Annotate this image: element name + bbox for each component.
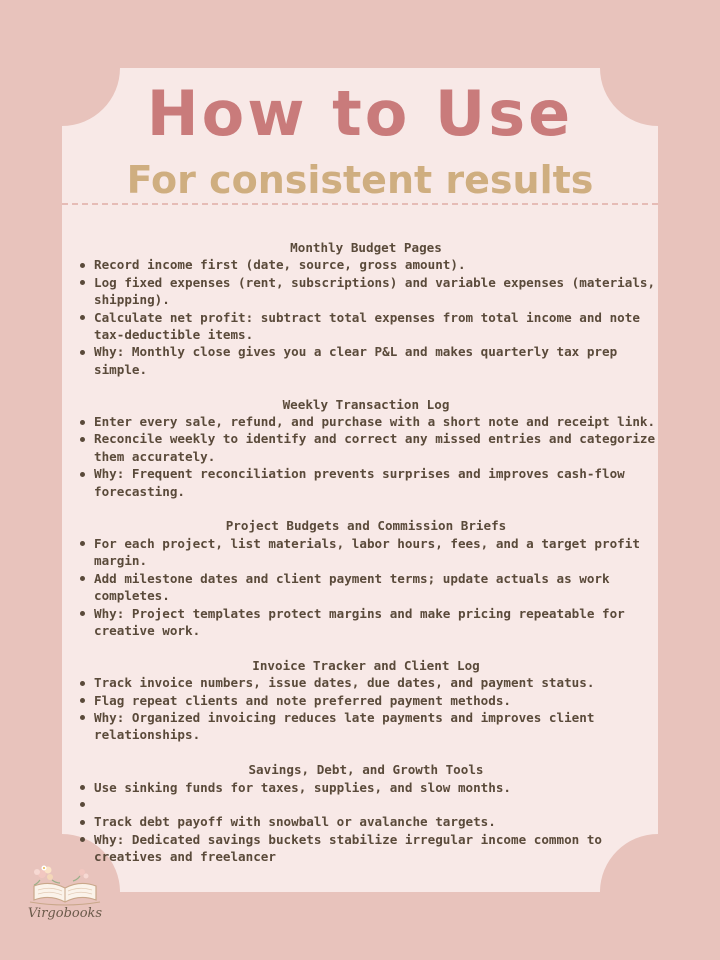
- list-item: Calculate net profit: subtract total expenses from total income and note tax-deductible items.: [76, 309, 656, 344]
- section-project-budgets: [76, 517, 656, 639]
- bullet-list: [76, 674, 656, 744]
- list-item: Why: Frequent reconciliation prevents surprises and improves cash-flow forecasting.: [76, 465, 656, 500]
- list-item: Track invoice numbers, issue dates, due dates, and payment status.: [76, 674, 656, 691]
- list-item: Enter every sale, refund, and purchase with a short note and receipt link.: [76, 413, 656, 430]
- list-item: Record income first (date, source, gross amount).: [76, 256, 656, 273]
- section-heading: Savings, Debt, and Growth Tools: [248, 762, 484, 778]
- bullet-list: [76, 256, 656, 378]
- list-item: Log fixed expenses (rent, subscriptions) and variable expenses (materials, shipping).: [76, 274, 656, 309]
- list-item: For each project, list materials, labor hours, fees, and a target profit margin.: [76, 535, 656, 570]
- brand-logo: [20, 862, 110, 932]
- list-item: Why: Dedicated savings buckets stabilize irregular income common to creatives and freelancer: [76, 831, 656, 866]
- page-subtitle: For consistent results: [126, 158, 594, 202]
- list-item: Why: Project templates protect margins and make pricing repeatable for creative work.: [76, 605, 656, 640]
- dashed-divider: [62, 203, 658, 205]
- list-item: Flag repeat clients and note preferred payment methods.: [76, 692, 656, 709]
- bullet-list: [76, 535, 656, 639]
- list-item: [76, 796, 656, 813]
- list-item: Reconcile weekly to identify and correct any missed entries and categorize them accurately.: [76, 430, 656, 465]
- bullet-list: [76, 779, 656, 866]
- list-item: Track debt payoff with snowball or avalanche targets.: [76, 813, 656, 830]
- section-weekly-transaction: [76, 396, 656, 500]
- content-card: [62, 68, 658, 892]
- section-heading: Invoice Tracker and Client Log: [252, 657, 480, 673]
- list-item: Why: Organized invoicing reduces late payments and improves client relationships.: [76, 709, 656, 744]
- section-heading: Weekly Transaction Log: [282, 396, 450, 412]
- section-invoice-tracker: [76, 657, 656, 744]
- section-monthly-budget: [76, 239, 656, 378]
- section-savings-debt: [76, 761, 656, 865]
- list-item: Why: Monthly close gives you a clear P&L and makes quarterly tax prep simple.: [76, 343, 656, 378]
- section-heading: Monthly Budget Pages: [290, 240, 442, 255]
- list-item: Use sinking funds for taxes, supplies, and slow months.: [76, 779, 656, 796]
- bullet-list: [76, 413, 656, 500]
- brand-name: Virgobooks: [27, 906, 103, 921]
- section-heading: Project Budgets and Commission Briefs: [225, 518, 507, 534]
- open-book-icon: [20, 862, 110, 908]
- instructions-content: [76, 239, 656, 883]
- list-item: Add milestone dates and client payment terms; update actuals as work completes.: [76, 570, 656, 605]
- page-title: How to Use: [146, 77, 574, 150]
